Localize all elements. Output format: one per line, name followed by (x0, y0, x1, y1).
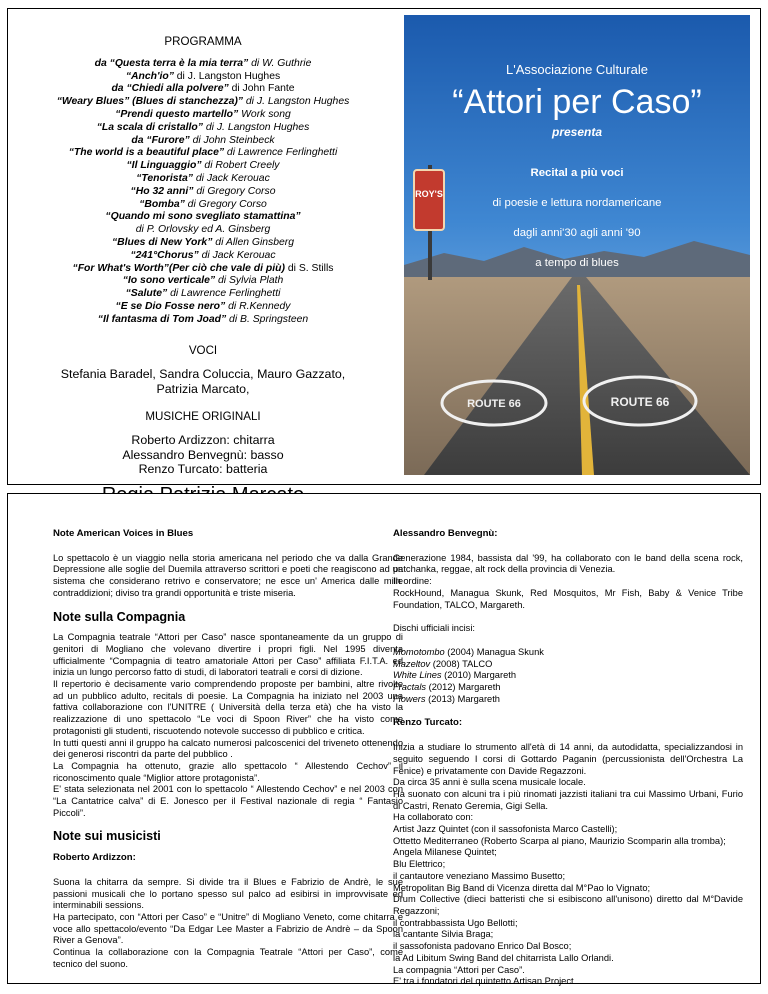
disco-item (393, 694, 743, 706)
compagnia-paragraph: In tutti questi anni il gruppo ha calcato numerosi palcoscenici del triveneto ottenendo dei generosi riscontri da parte del pubblico . (53, 737, 403, 760)
programma-item (8, 301, 398, 314)
programma-author: di Lawrence Ferlinghetti (167, 288, 281, 300)
programma-item (8, 135, 398, 148)
turcato-line: Blu Elettrico; (393, 859, 446, 870)
turcato-line: La compagnia “Attori per Caso”. (393, 964, 525, 975)
programma-title: “241°Chorus” (130, 249, 199, 261)
programma-item (8, 211, 398, 224)
disco-item (393, 670, 743, 682)
disco-title: Mazeltov (393, 658, 431, 669)
turcato-line: Ha collaborato con: (393, 812, 474, 823)
benvegnu-paragraph: Generazione 1984, bassista dal '99, ha collaborato con le band della scena rock, patchanka, reggae, alt rock della provincia di Venezia. (393, 552, 743, 575)
programma-section (8, 9, 398, 486)
programma-author: di Sylvia Plath (215, 275, 284, 287)
musicians-list (8, 433, 398, 476)
disco-title: White Lines (393, 670, 442, 681)
programma-author: di J. Langston Hughes (243, 96, 350, 108)
programma-item (8, 237, 398, 250)
disco-info: (2008) TALCO (430, 658, 493, 669)
programma-author: di J. Langston Hughes (202, 121, 310, 133)
ardizzon-text (53, 877, 403, 971)
voci-names (8, 367, 398, 396)
ardizzon-heading: Roberto Ardizzon: (53, 852, 136, 864)
compagnia-heading: Note sulla Compagnia (53, 609, 186, 624)
top-panel (7, 8, 761, 485)
roys-sign-text: ROY'S (415, 189, 443, 199)
brand-title: “Attori per Caso” (452, 83, 702, 121)
disco-item (393, 659, 743, 671)
programma-item (8, 71, 398, 84)
turcato-line: Inizia a studiare lo strumento all'età di 14 anni, da autodidatta, specializzandosi in seguito seguendo I corsi di Gottardo Paganin (percussionista dell'Orchestra La Fenice) e privatamente con Davide Regazzoni. (393, 742, 743, 776)
turcato-line: la cantante Silvia Braga; (393, 929, 494, 940)
turcato-line: Ottetto Mediterraneo (Roberto Scarpa al piano, Maurizio Scomparin alla tromba); (393, 835, 726, 846)
voci-line: Patrizia Marcato, (156, 381, 250, 396)
turcato-line: il contrabbassista Ugo Bellotti; (393, 917, 518, 928)
programma-author: di Allen Ginsberg (212, 236, 295, 248)
programma-title: “Salute” (125, 288, 168, 300)
programma-item (8, 147, 398, 160)
recital-line: Recital a più voci (530, 167, 624, 179)
programma-author: di P. Orlovsky ed A. Ginsberg (135, 224, 271, 236)
poster (404, 15, 750, 475)
tempo-line: a tempo di blues (535, 257, 619, 269)
programma-title: “Weary Blues” (Blues di stanchezza)” (56, 96, 244, 108)
programma-author: di Jack Kerouac (198, 249, 276, 261)
programma-author: di J. Langston Hughes (173, 70, 281, 82)
dischi-list (393, 647, 743, 706)
anni-line: dagli anni'30 agli anni '90 (513, 227, 641, 239)
programma-author: di W. Guthrie (248, 57, 312, 69)
turcato-heading: Renzo Turcato: (393, 717, 463, 729)
disco-title: Fractals (393, 682, 427, 693)
programma-author: di Gregory Corso (184, 198, 267, 210)
programma-item (8, 314, 398, 327)
compagnia-paragraph: Il repertorio è decisamente vario comprendendo proposte per bambini, altre rivolte ad un pubblico adulto, recitals di poesie. La Compagnia ha iniziato nel 2003 una fattiva collaborazione con l'UNITRE ( Università della terza età) che ha visto la realizzazione di uno spettacolo “Le voci di Spoon River” che ha visto come protagonisti gli studenti, riscuotendo notevole successo di pubblico e critica. (53, 679, 403, 736)
presenta-label: presenta (551, 125, 603, 139)
programma-title: “E se Dio Fosse nero” (115, 300, 226, 312)
poesie-line: di poesie e lettura nordamericane (492, 197, 662, 209)
american-voices-text: Lo spettacolo è un viaggio nella storia americana nel periodo che va dalla Grande Depressione alle soglie del Duemila attraverso scrittori e poeti che reagiscono ad un sistema che considerano retrivo e conservatore; ne esce un' America dalle mille contraddizioni; diviso tra grandi opportunità e triste miseria. (53, 552, 403, 598)
bottom-panel (7, 493, 761, 987)
musiche-heading: MUSICHE ORIGINALI (145, 409, 261, 423)
programma-author: di Gregory Corso (193, 185, 276, 197)
programma-author: di Lawrence Ferlinghetti (224, 147, 338, 159)
association-name: L'Associazione Culturale (506, 62, 648, 77)
turcato-line: Angela Milanese Quintet; (393, 847, 497, 858)
programma-author: di S. Stills (284, 262, 334, 274)
musician-item: Alessandro Benvegnù: basso (122, 447, 284, 462)
programma-author: Work song (238, 108, 291, 120)
turcato-text (393, 742, 743, 988)
musicisti-heading: Note sui musicisti (53, 829, 161, 844)
programma-title: “Tenorista” (136, 172, 193, 184)
disco-info: (2012) Margareth (426, 682, 501, 693)
programma-title: “Ho 32 anni” (130, 185, 194, 197)
turcato-line: la Ad Libitum Swing Band del chitarrista Lallo Orlandi. (393, 952, 614, 963)
benvegnu-text (393, 553, 743, 612)
programma-item (8, 263, 398, 276)
disco-info: (2010) Margareth (441, 670, 516, 681)
programma-item (8, 96, 398, 109)
programma-author: di Jack Kerouac (192, 172, 270, 184)
american-voices-heading: Note American Voices in Blues (53, 528, 194, 539)
programma-title: “Blues di New York” (111, 236, 213, 248)
turcato-line: il sassofonista padovano Enrico Dal Bosco; (393, 941, 572, 952)
programma-list (8, 58, 398, 327)
programma-title: “Io sono verticale” (122, 275, 216, 287)
disco-info: (2013) Margareth (425, 693, 500, 704)
disco-title: Momotombo (393, 646, 445, 657)
programma-author: di R.Kennedy (225, 300, 291, 312)
turcato-line: Drum Collective (dieci batteristi che si esibiscono all'unisono) diretto dal M°Davide Regazzoni; (393, 894, 743, 916)
turcato-line: Metropolitan Big Band di Vicenza diretta dal M°Pao lo Vignato; (393, 882, 651, 893)
programma-title: da “Questa terra è la mia terra” (94, 57, 249, 69)
programma-title: “La scala di cristallo” (96, 121, 203, 133)
turcato-line: E' tra i fondatori del quintetto Artisan Project (393, 976, 574, 987)
turcato-line: Da circa 35 anni è sulla scena musicale locale. (393, 777, 586, 788)
turcato-line: Ha suonato con alcuni tra i più rinomati jazzisti italiani tra cui Massimo Urbani, Furio di Castri, Renato Geremia, Gigi Sella. (393, 788, 743, 811)
programma-title: “Anch'io” (125, 70, 174, 82)
programma-item (8, 173, 398, 186)
compagnia-paragraph: La Compagnia teatrale “Attori per Caso” nasce spontaneamente da un gruppo di genitori di Mogliano che volevano divertire i propri figli. Nel 1995 diventa ufficialmente “Compagnia di teatro amatoriale Attori per Caso” affiliata F.I.T.A. ed inizia un lungo percorso fatto di studi, di laboratori teatrali e corsi di dizione. (53, 632, 403, 678)
programma-title: “Bomba” (139, 198, 185, 210)
programma-item (8, 224, 398, 237)
left-column (53, 494, 403, 971)
programma-author: di B. Springsteen (226, 313, 309, 325)
dischi-heading: Dischi ufficiali incisi: (393, 623, 475, 634)
disco-info: (2004) Managua Skunk (444, 646, 544, 657)
programma-title: da “Chiedi alla polvere” (111, 83, 229, 95)
programma-title: “The world is a beautiful place” (68, 147, 225, 159)
programma-author: di Robert Creely (201, 160, 280, 172)
programma-heading: PROGRAMMA (164, 35, 242, 48)
programma-item (8, 288, 398, 301)
programma-item (8, 58, 398, 71)
programma-title: “Prendi questo martello” (115, 108, 239, 120)
programma-author: di John Fante (228, 83, 295, 95)
benvegnu-paragraph: In ordine: (393, 576, 432, 587)
ardizzon-paragraph: Ha partecipato, con “Attori per Caso” e “Unitre” di Mogliano Veneto, come chitarra e voce allo spettacolo/evento “Da Edgar Lee Master a Fabrizio de Andrè – da Spoon River a Genova”. (53, 911, 403, 946)
musician-item: Renzo Turcato: batteria (138, 461, 268, 476)
benvegnu-heading: Alessandro Benvegnù: (393, 528, 498, 539)
disco-title: Flowers (393, 693, 426, 704)
ardizzon-paragraph: Suona la chitarra da sempre. Si divide tra il Blues e Fabrizio de Andrè, le sue passioni musicali che lo portano spesso sul palco ad esibirsi in improvvisate ed interminabili sessions. (53, 876, 403, 911)
programma-item (8, 275, 398, 288)
programma-item (8, 250, 398, 263)
programma-title: da “Furore” (131, 134, 190, 146)
programma-item (8, 122, 398, 135)
route66-right-text: ROUTE 66 (610, 395, 670, 409)
programma-item (8, 83, 398, 96)
programma-item (8, 199, 398, 212)
musician-item: Roberto Ardizzon: chitarra (131, 433, 275, 448)
compagnia-text (53, 632, 403, 819)
right-column (393, 494, 743, 988)
programma-title: “Il fantasma di Tom Joad” (97, 313, 227, 325)
compagnia-paragraph: E' stata selezionata nel 2001 con lo spettacolo “ Allestendo Cechov” e nel 2003 con “La Cantatrice calva” di E. Jonesco per il Festival nazionale di regia “ Fantasio Piccoli”. (53, 784, 403, 818)
turcato-line: Artist Jazz Quintet (con il sassofonista Marco Castelli); (393, 824, 618, 835)
programma-item (8, 160, 398, 173)
programma-author: di John Steinbeck (189, 134, 275, 146)
compagnia-paragraph: La Compagnia ha ottenuto, grazie allo spettacolo “ Allestendo Cechov” il riconoscimento quale “Miglior attore protagonista”. (53, 760, 403, 783)
voci-line: Stefania Baradel, Sandra Coluccia, Mauro Gazzato, (60, 367, 346, 382)
disco-item (393, 682, 743, 694)
programma-title: “For What's Worth”(Per ciò che vale di più) (72, 262, 285, 274)
programma-title: “Il Linguaggio” (126, 160, 202, 172)
programma-title: “Quando mi sono svegliato stamattina” (105, 211, 301, 223)
programma-item (8, 109, 398, 122)
voci-heading: VOCI (188, 343, 218, 357)
ardizzon-paragraph: Continua la collaborazione con la Compagnia Teatrale “Attori per Caso”, come tecnico del suono. (53, 947, 403, 969)
route66-left-text: ROUTE 66 (467, 398, 521, 410)
disco-item (393, 647, 743, 659)
programma-item (8, 186, 398, 199)
benvegnu-paragraph: RockHound, Managua Skunk, Red Mosquitos, Mr Fish, Baby & Venice Tribe Foundation, TALCO, Margareth. (393, 587, 743, 610)
turcato-line: il cantautore veneziano Massimo Busetto; (393, 870, 566, 881)
